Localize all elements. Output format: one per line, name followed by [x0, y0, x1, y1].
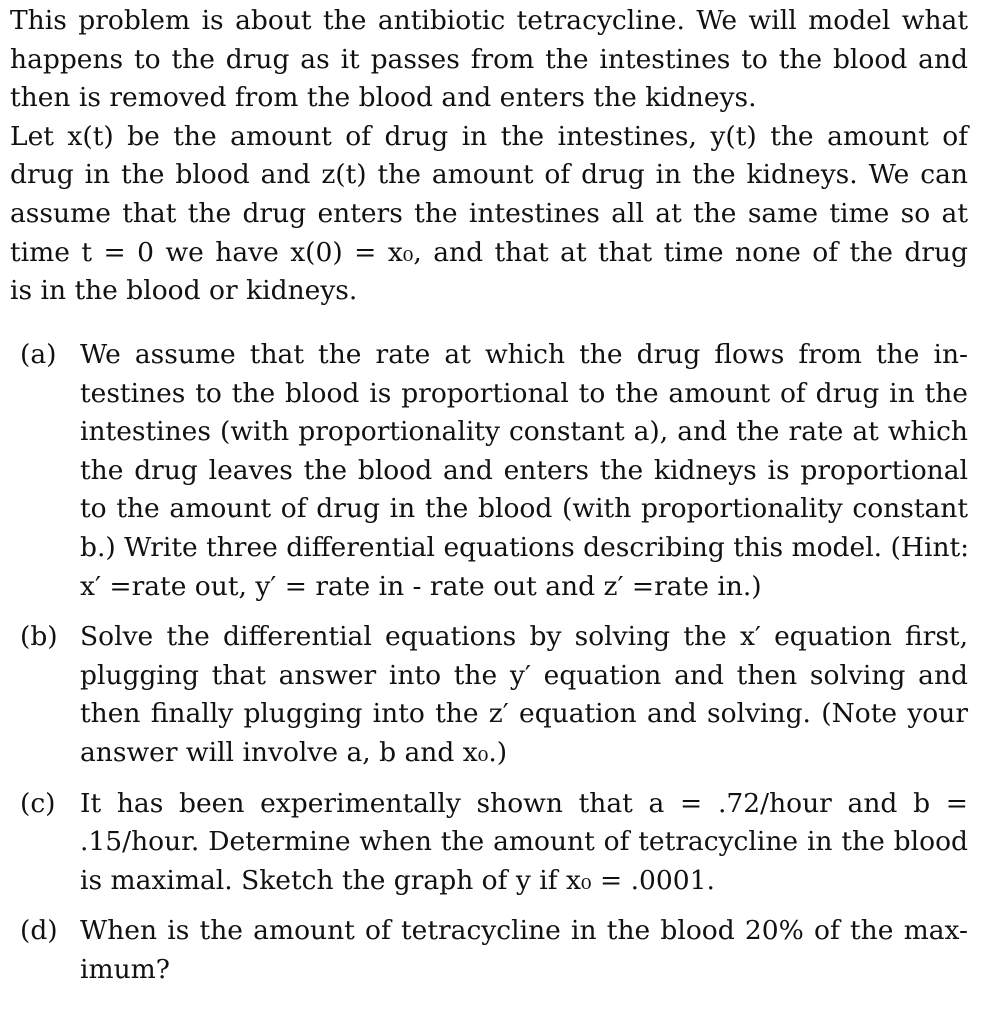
question-d [20, 912, 968, 989]
question-a [20, 336, 968, 606]
question-line: We assume that the rate at which the drug flows from the in- [80, 339, 968, 370]
intro-line: This problem is about the antibiotic tetracycline. We will model what [10, 5, 968, 36]
question-line: Solve the differential equations by solving the x′ equation first, [80, 621, 968, 653]
question-line: to the amount of drug in the blood (with proportionality constant [80, 493, 968, 525]
question-line: .15/hour. Determine when the amount of tetracycline in the blood [80, 826, 968, 858]
question-c [20, 785, 968, 901]
question-b [20, 618, 968, 772]
question-line: b.) Write three differential equations describing this model. (Hint: [80, 531, 970, 563]
question-label: (d) [20, 915, 58, 947]
question-line: testines to the blood is proportional to the amount of drug in the [80, 377, 968, 409]
question-label: (b) [20, 621, 58, 653]
question-label: (a) [20, 339, 57, 370]
intro-line: happens to the drug as it passes from the intestines to the blood and [10, 43, 968, 75]
intro-line: then is removed from the blood and enters the kidneys. [10, 82, 757, 114]
sub-questions-list [20, 336, 968, 1002]
question-line: then finally plugging into the z′ equation and solving. (Note your [80, 698, 968, 730]
intro-line: Let x(t) be the amount of drug in the intestines, y(t) the amount of [10, 120, 968, 152]
question-line: When is the amount of tetracycline in the blood 20% of the max- [80, 915, 968, 947]
question-line: imum? [80, 953, 171, 985]
intro-line: time t = 0 we have x(0) = x₀, and that at that time none of the drug [10, 236, 968, 268]
intro-line: assume that the drug enters the intestines all at the same time so at [10, 197, 968, 229]
question-line: plugging that answer into the y′ equation and then solving and [80, 659, 968, 691]
intro-line: is in the blood or kidneys. [10, 275, 358, 307]
intro-line: drug in the blood and z(t) the amount of drug in the kidneys. We can [10, 159, 968, 191]
question-line: It has been experimentally shown that a = .72/hour and b = [80, 787, 968, 819]
intro-paragraph [10, 2, 968, 311]
question-line: is maximal. Sketch the graph of y if x₀ = .0001. [80, 864, 715, 896]
question-line: the drug leaves the blood and enters the kidneys is proportional [80, 454, 968, 486]
question-line: intestines (with proportionality constant a), and the rate at which [80, 416, 968, 448]
question-line: answer will involve a, b and x₀.) [80, 736, 508, 768]
question-line: x′ =rate out, y′ = rate in - rate out and z′ =rate in.) [80, 570, 762, 602]
question-label: (c) [20, 787, 56, 819]
